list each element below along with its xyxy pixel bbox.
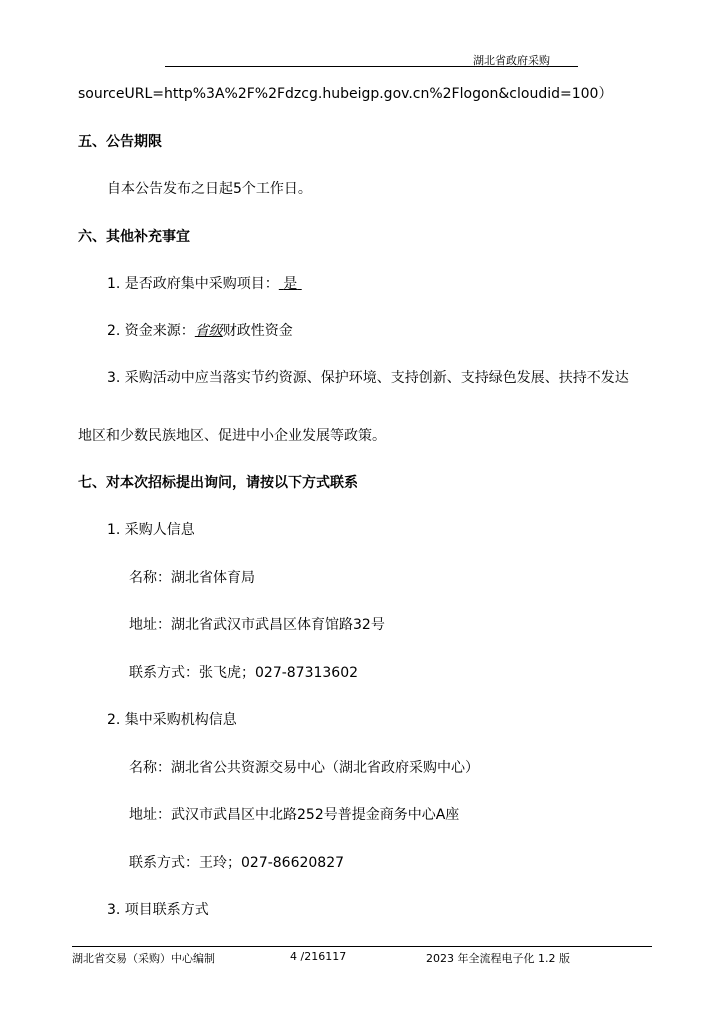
item-2-rest: 财政性资金 xyxy=(222,323,293,339)
item-2-value: 省级 xyxy=(194,323,223,339)
footer-rule xyxy=(72,946,652,947)
agency-info-title: 2. 集中采购机构信息 xyxy=(107,712,237,728)
agency-name: 名称：湖北省公共资源交易中心（湖北省政府采购中心） xyxy=(129,760,479,776)
item-3-line-1: 3. 采购活动中应当落实节约资源、保护环境、支持创新、支持绿色发展、扶持不发达 xyxy=(107,370,629,386)
footer-page-number: 4 /216117 xyxy=(290,950,347,963)
item-2-label: 2. 资金来源： xyxy=(107,323,195,339)
item-2-line xyxy=(107,320,293,340)
footer-org: 湖北省交易（采购）中心编制 xyxy=(72,952,215,965)
item-1-line xyxy=(107,273,302,293)
buyer-info-title: 1. 采购人信息 xyxy=(107,522,195,538)
section-5-heading: 五、公告期限 xyxy=(78,134,162,150)
agency-address: 地址：武汉市武昌区中北路252号普提金商务中心A座 xyxy=(129,807,460,823)
buyer-address: 地址：湖北省武汉市武昌区体育馆路32号 xyxy=(129,617,385,633)
section-6-heading: 六、其他补充事宜 xyxy=(78,229,190,245)
section-7-heading: 七、对本次招标提出询问，请按以下方式联系 xyxy=(78,475,358,491)
buyer-name: 名称：湖北省体育局 xyxy=(129,570,255,586)
item-1-value: 是 xyxy=(283,276,298,292)
url-tail-text: sourceURL=http%3A%2F%2Fdzcg.hubeigp.gov.cn%2Flogon&cloudid=100） xyxy=(78,86,613,102)
section-5-text: 自本公告发布之日起5个工作日。 xyxy=(107,181,312,197)
footer-version: 2023 年全流程电子化 1.2 版 xyxy=(426,952,570,965)
item-1-label: 1. 是否政府集中采购项目： xyxy=(107,276,279,292)
header-rule xyxy=(165,66,578,67)
page-header-title: 湖北省政府采购 xyxy=(473,54,550,67)
item-3-line-2: 地区和少数民族地区、促进中小企业发展等政策。 xyxy=(78,428,386,444)
project-contact-title: 3. 项目联系方式 xyxy=(107,902,209,918)
buyer-contact: 联系方式：张飞虎；027-87313602 xyxy=(129,665,359,681)
agency-contact: 联系方式：王玲；027-86620827 xyxy=(129,855,345,871)
